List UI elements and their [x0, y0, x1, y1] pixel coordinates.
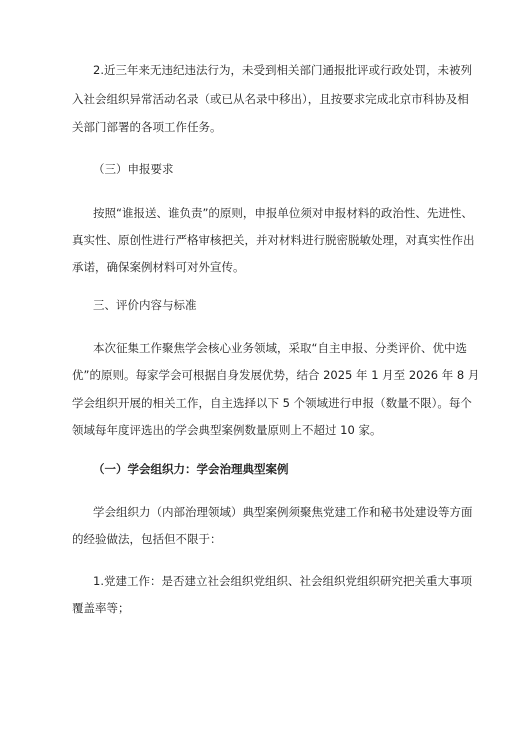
paragraph-line: 真实性、原创性进行严格审核把关，并对材料进行脱密脱敏处理，对真实性作出 [72, 233, 475, 247]
paragraph-line: 1.党建工作：是否建立社会组织党组织、社会组织党组织研究把关重大事项 [93, 574, 472, 588]
paragraph-line: 本次征集工作聚焦学会核心业务领域，采取“自主申报、分类评价、优中选 [93, 341, 467, 355]
paragraph-line: 领域每年度评选出的学会典型案例数量原则上不超过 10 家。 [72, 423, 382, 437]
paragraph-line: 2.近三年来无违纪违法行为，未受到相关部门通报批评或行政处罚，未被列 [93, 63, 472, 77]
paragraph-line: 优”的原则。每家学会可根据自身发展优势，结合 2025 年 1 月至 2026 年 8 月 [72, 368, 480, 382]
paragraph-line: 学会组织开展的相关工作，自主选择以下 5 个领域进行申报（数量不限）。每个 [72, 396, 472, 410]
section-heading-shenbao: （三）申报要求 [93, 162, 174, 176]
paragraph-line: 承诺，确保案例材料可对外宣传。 [72, 260, 245, 274]
paragraph-line: 按照“谁报送、谁负责”的原则，申报单位须对申报材料的政治性、先进性、 [93, 206, 473, 220]
section-heading-zuzhili: （一）学会组织力：学会治理典型案例 [93, 462, 289, 476]
paragraph-line: 入社会组织异常活动名录（或已从名录中移出），且按要求完成北京市科协及相 [72, 92, 469, 106]
paragraph-line: 覆盖率等； [72, 601, 130, 615]
section-heading-pingjia: 三、评价内容与标准 [93, 298, 197, 312]
paragraph-line: 的经验做法，包括但不限于： [72, 532, 222, 546]
paragraph-line: 关部门部署的各项工作任务。 [72, 120, 222, 134]
paragraph-line: 学会组织力（内部治理领域）典型案例须聚焦党建工作和秘书处建设等方面 [93, 505, 473, 519]
